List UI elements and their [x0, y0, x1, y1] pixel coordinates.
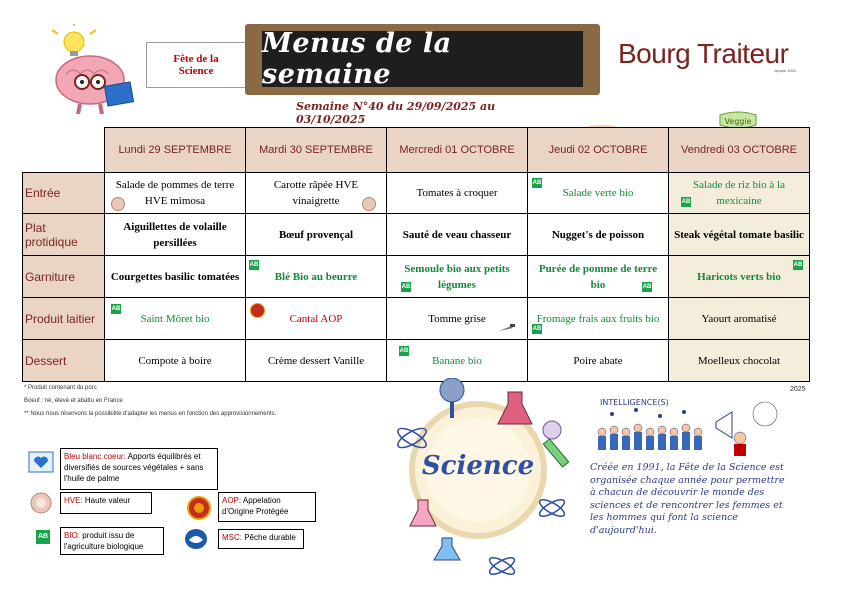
dish: Haricots verts bio	[697, 270, 781, 283]
legend-bio-text: produit issu de l'agriculture biologique	[64, 531, 144, 551]
legend-hve-text: Haute valeur	[82, 496, 131, 505]
ab-bio-icon: AB	[249, 262, 259, 268]
legend-bio-title: BIO:	[64, 531, 81, 540]
bleu-blanc-coeur-icon	[28, 451, 54, 473]
aop-icon	[187, 496, 211, 520]
cell-dessert-tuesday: Crème dessert Vanille	[246, 340, 387, 382]
day-header-thursday: Jeudi 02 OCTOBRE	[528, 128, 669, 173]
hve-icon	[111, 197, 125, 211]
cell-laitier-tuesday	[246, 298, 387, 340]
legend-bbc-title: Bleu blanc coeur:	[64, 452, 126, 461]
cell-garniture-friday	[669, 256, 810, 298]
dish: Saint Môret bio	[140, 312, 210, 325]
bourg-traiteur-logo	[618, 38, 808, 73]
intelligence-heading: INTELLIGENCE(S)	[600, 398, 669, 407]
day-header-monday: Lundi 29 SEPTEMBRE	[105, 128, 246, 173]
dish: Banane bio	[432, 354, 482, 367]
ab-bio-icon: AB	[36, 530, 50, 544]
brain-reading-illustration	[32, 24, 144, 114]
cheese-knife-icon	[499, 324, 515, 332]
corner-cell	[23, 128, 105, 173]
cell-entree-friday	[669, 173, 810, 214]
intelligences-illustration	[588, 392, 778, 456]
brand-subtitle: depuis 1920	[774, 68, 796, 73]
dish: Carotte râpée HVE vinaigrette	[273, 179, 359, 207]
ab-bio-icon: AB	[111, 306, 121, 312]
dish: Cantal AOP	[289, 312, 343, 325]
ab-bio-icon: AB	[793, 262, 803, 268]
footnote-year: 2025	[790, 386, 806, 393]
row-label-plat: Plat protidique	[23, 214, 105, 256]
cell-plat-thursday: Nugget's de poisson	[528, 214, 669, 256]
cell-laitier-friday: Yaourt aromatisé	[669, 298, 810, 340]
brand-name: Bourg Traiteur	[618, 38, 789, 69]
cell-dessert-friday: Moelleux chocolat	[669, 340, 810, 382]
page-title: Menus de la semaine	[262, 31, 583, 87]
ab-bio-icon: AB	[401, 284, 411, 290]
cell-dessert-wednesday	[387, 340, 528, 382]
cell-entree-wednesday	[387, 173, 528, 214]
legend-bio	[60, 527, 164, 555]
row-entree	[23, 173, 810, 214]
dish: Salade de riz bio à la mexicaine	[693, 179, 785, 207]
dish: Tomme grise	[428, 312, 486, 325]
cell-garniture-monday: Courgettes basilic tomatées	[105, 256, 246, 298]
cell-entree-monday	[105, 173, 246, 214]
row-label-garniture: Garniture	[23, 256, 105, 298]
legend-bleu-blanc-coeur	[60, 448, 218, 490]
footnote-beef: Boeuf : né, élevé et abattu en France	[24, 398, 123, 404]
ab-bio-icon: AB	[642, 284, 652, 290]
aop-icon	[250, 303, 265, 318]
dish: Salade de pommes de terre HVE mimosa	[115, 179, 235, 207]
day-header-tuesday: Mardi 30 SEPTEMBRE	[246, 128, 387, 173]
ab-bio-icon: AB	[399, 348, 409, 354]
cell-laitier-wednesday	[387, 298, 528, 340]
dish: Purée de pomme de terre bio	[538, 262, 658, 291]
cell-laitier-monday	[105, 298, 246, 340]
cell-plat-monday: Aiguillettes de volaille persillées	[105, 214, 246, 256]
footnote-pork: * Produit contenant du porc	[24, 385, 97, 391]
legend-msc-title: MSC:	[222, 533, 242, 542]
row-label-dessert: Dessert	[23, 340, 105, 382]
legend-hve	[60, 492, 152, 514]
legend-hve-title: HVE:	[64, 496, 83, 505]
fete-de-la-science-box: Fête de la Science	[146, 42, 246, 88]
cell-plat-friday: Steak végétal tomate basilic	[669, 214, 810, 256]
legend-bbc-text: Apports équilibrés et diversifiés de sources végétales + sans l'huile de palme	[64, 452, 204, 483]
ab-bio-icon: AB	[532, 180, 542, 186]
row-label-entree: Entrée	[23, 173, 105, 214]
cell-dessert-monday: Compote à boire	[105, 340, 246, 382]
row-dessert	[23, 340, 810, 382]
dish: Tomates à croquer	[416, 187, 498, 199]
menu-table	[22, 127, 810, 382]
row-laitier	[23, 298, 810, 340]
cell-entree-thursday	[528, 173, 669, 214]
day-header-friday: Vendredi 03 OCTOBRE	[669, 128, 810, 173]
legend-aop	[218, 492, 316, 522]
day-header-wednesday: Mercredi 01 OCTOBRE	[387, 128, 528, 173]
day-header-row	[23, 128, 810, 173]
hve-icon	[30, 492, 52, 514]
week-line: Semaine N°40 du 29/09/2025 au 03/10/2025	[296, 100, 496, 126]
cell-entree-tuesday	[246, 173, 387, 214]
hve-icon	[362, 197, 376, 211]
legend-aop-title: AOP:	[222, 496, 242, 505]
dish: Blé Bio au beurre	[274, 270, 358, 283]
dish: Salade verte bio	[562, 187, 634, 199]
science-word: Science	[421, 451, 535, 481]
cell-laitier-thursday	[528, 298, 669, 340]
cell-garniture-tuesday	[246, 256, 387, 298]
science-description: Créée en 1991, la Fête de la Science est organisée chaque année pour permettre à chacun de découvrir le monde des sciences et de rencontrer les femmes et les hommes qui font la science d'aujourd'hui.	[590, 462, 785, 536]
cell-plat-tuesday: Bœuf provençal	[246, 214, 387, 256]
veggie-label: Veggie	[724, 117, 752, 126]
cell-garniture-thursday	[528, 256, 669, 298]
science-illustration	[382, 378, 582, 588]
cell-garniture-wednesday	[387, 256, 528, 298]
dish: Semoule bio aux petits légumes	[404, 262, 510, 291]
ab-bio-icon: AB	[532, 326, 542, 332]
legend-msc-text: Pêche durable	[242, 533, 296, 542]
row-label-laitier: Produit laitier	[23, 298, 105, 340]
row-garniture	[23, 256, 810, 298]
msc-icon	[184, 528, 208, 550]
cell-plat-wednesday: Sauté de veau chasseur	[387, 214, 528, 256]
cell-dessert-thursday: Poire abate	[528, 340, 669, 382]
row-plat	[23, 214, 810, 256]
legend-aop-text: Appelation d'Origine Protégée	[222, 496, 289, 516]
footnote-reserve: ** Nous nous réservons la possibilité d'adapter les menus en fonction des approvisionnements.	[24, 411, 277, 417]
legend-msc	[218, 529, 304, 549]
ab-bio-icon: AB	[681, 199, 691, 205]
dish: Fromage frais aux fruits bio	[536, 312, 660, 325]
